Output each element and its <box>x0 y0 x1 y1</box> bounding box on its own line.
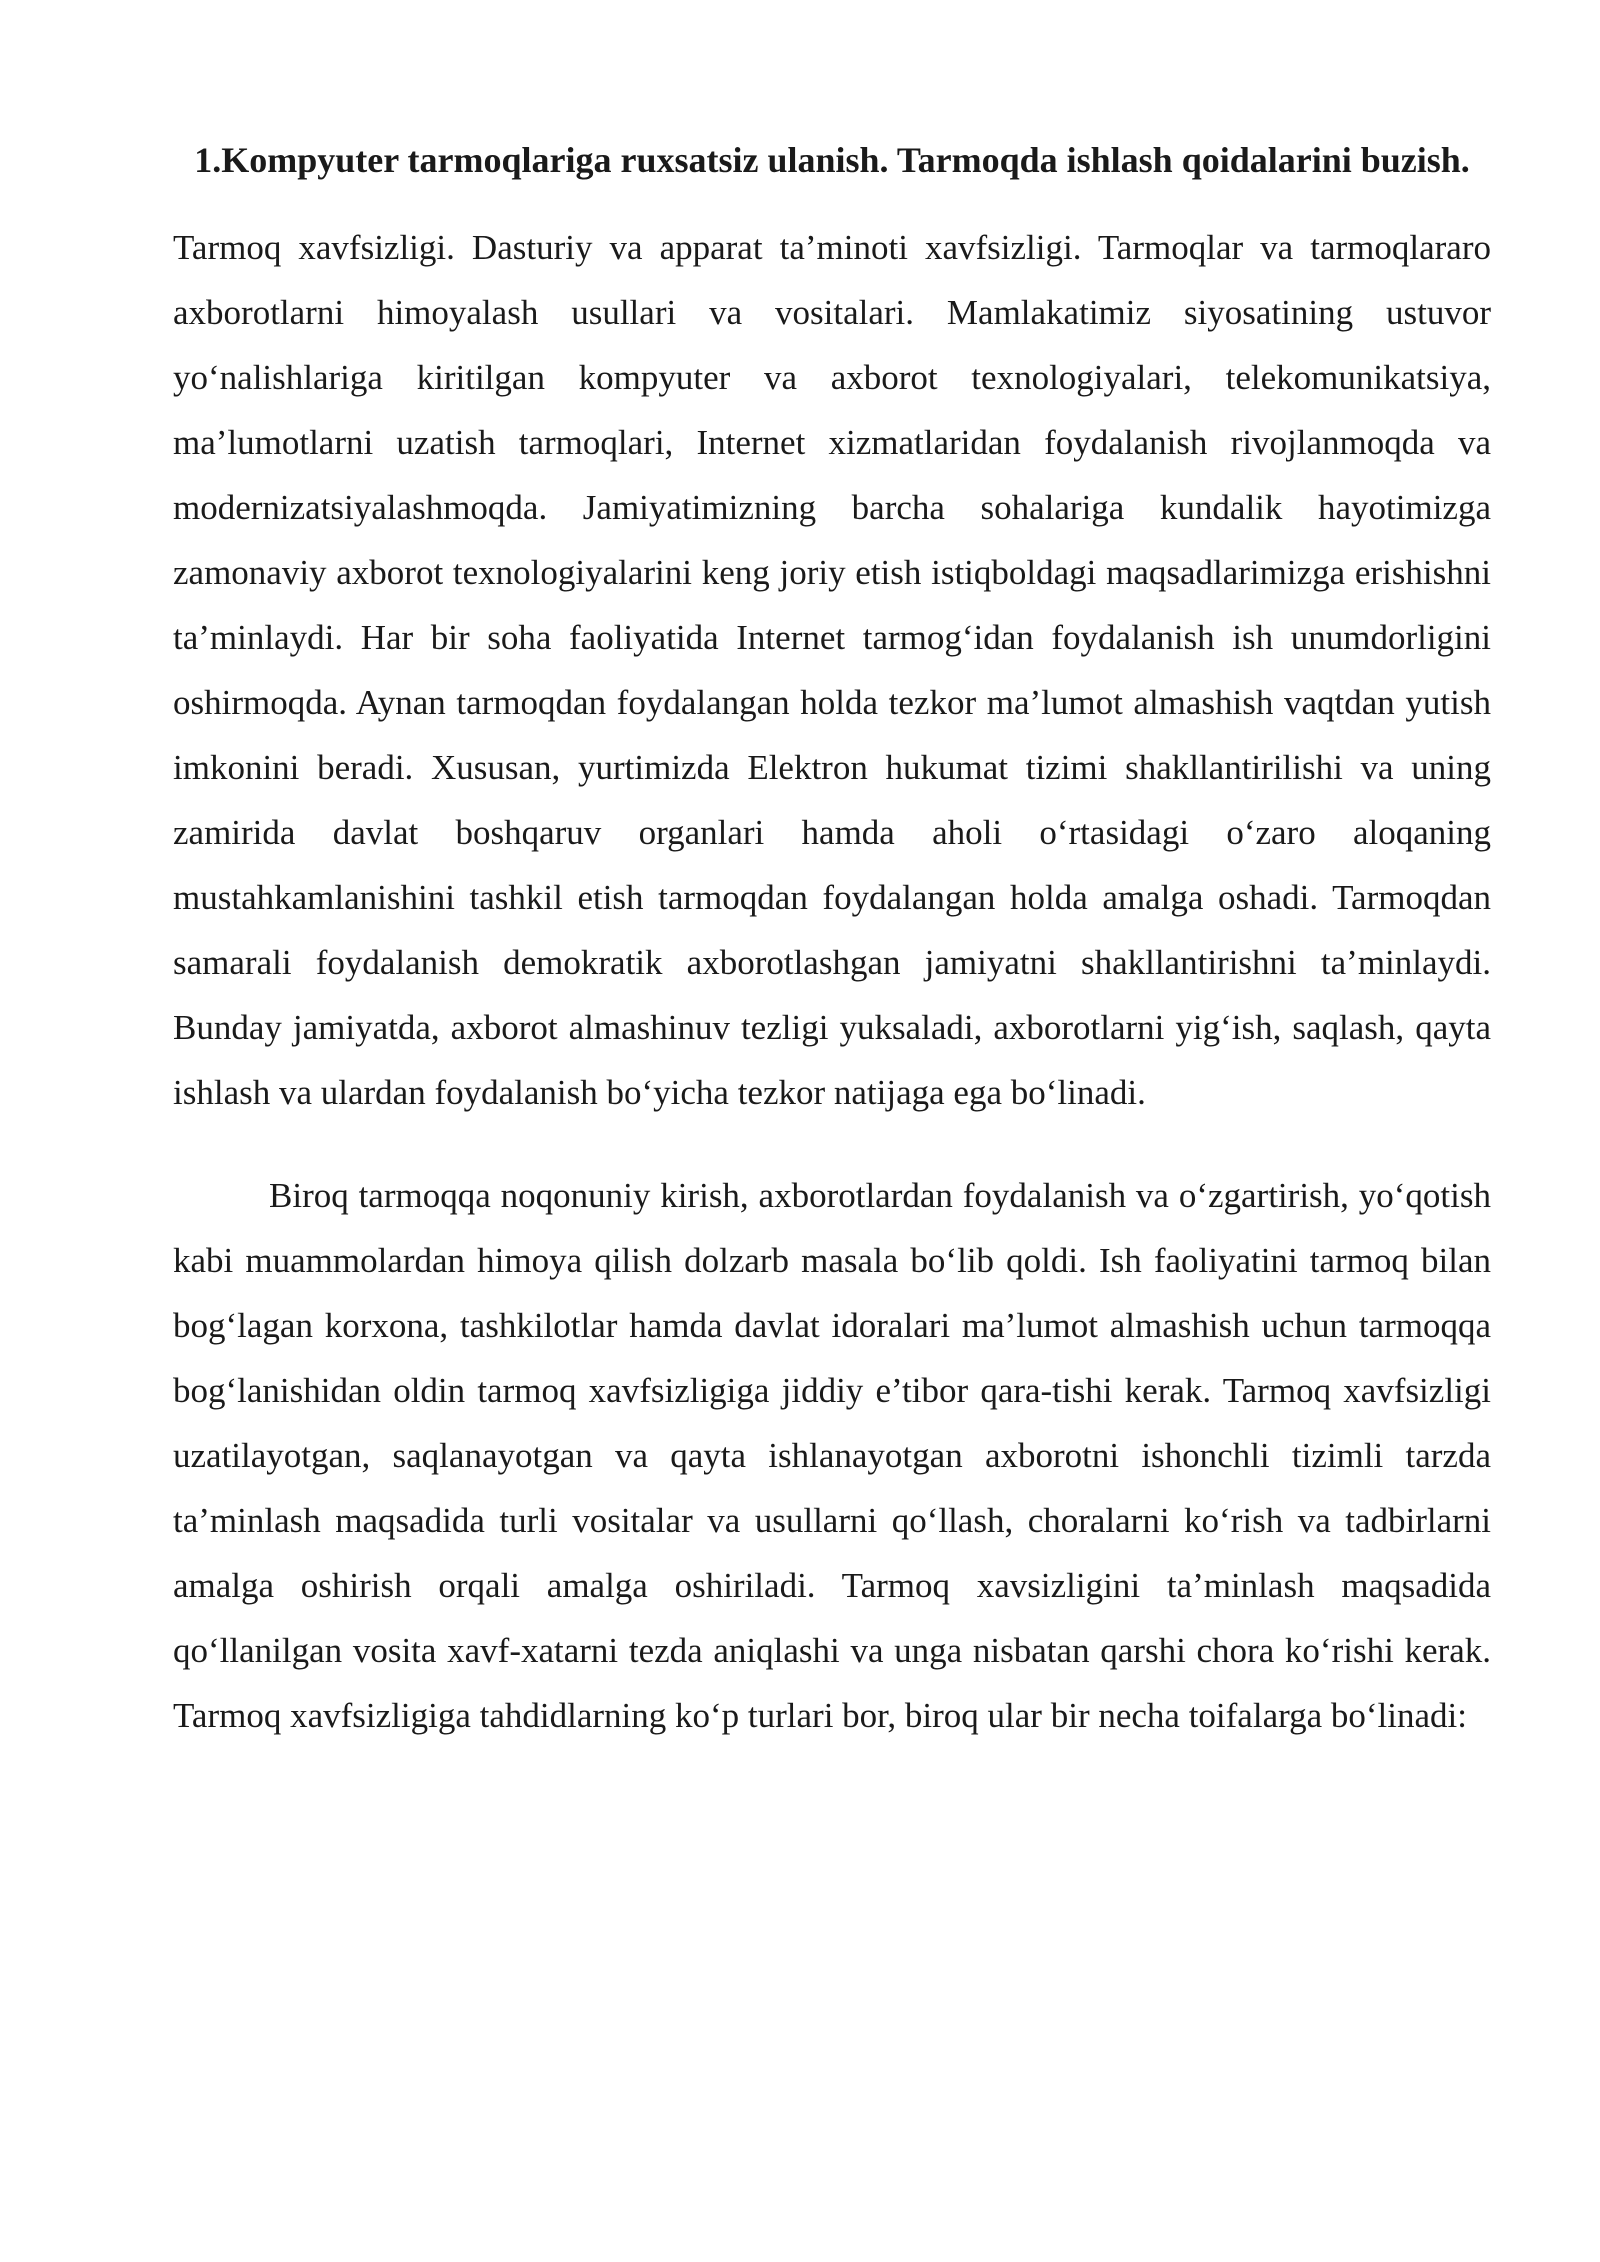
paragraph-network-security-intro: Tarmoq xavfsizligi. Dasturiy va apparat ta’minoti xavfsizligi. Tarmoqlar va tarmoqlararo axborotlarni himoyalash usullari va vositalari. Mamlakatimiz siyosatining ustuvor yo‘nalishlariga kiritilgan kompyuter va axborot texnologiyalari, telekomunikatsiya, ma’lumotlarni uzatish tarmoqlari, Internet xizmatlaridan foydalanish rivojlanmoqda va modernizatsiyalashmoqda. Jamiyatimizning barcha sohalariga kundalik hayotimizga zamonaviy axborot texnologiyalarini keng joriy etish istiqboldagi maqsadlarimizga erishishni ta’minlaydi. Har bir soha faoliyatida Internet tarmog‘idan foydalanish ish unumdorligini oshirmoqda. Aynan tarmoqdan foydalangan holda tezkor ma’lumot almashish vaqtdan yutish imkonini beradi. Xususan, yurtimizda Elektron hukumat tizimi shakllantirilishi va uning zamirida davlat boshqaruv organlari hamda aholi o‘rtasidagi o‘zaro aloqaning mustahkamlanishini tashkil etish tarmoqdan foydalangan holda amalga oshadi. Tarmoqdan samarali foydalanish demokratik axborotlashgan jamiyatni shakllantirishni ta’minlaydi. Bunday jamiyatda, axborot almashinuv tezligi yuksaladi, axborotlarni yig‘ish, saqlash, qayta ishlash va ulardan foydalanish bo‘yicha tezkor natijaga ega bo‘linadi. <box>173 228 1491 1112</box>
document-body <box>173 128 1491 1748</box>
document-title: 1.Kompyuter tarmoqlariga ruxsatsiz ulanish. Tarmoqda ishlash qoidalarini buzish. <box>194 140 1470 180</box>
paragraph-unauthorized-access: Biroq tarmoqqa noqonuniy kirish, axborotlardan foydalanish va o‘zgartirish, yo‘qotish kabi muammolardan himoya qilish dolzarb masala bo‘lib qoldi. Ish faoliyatini tarmoq bilan bog‘lagan korxona, tashkilotlar hamda davlat idoralari ma’lumot almashish uchun tarmoqqa bog‘lanishidan oldin tarmoq xavfsizligiga jiddiy e’tibor qara-tishi kerak. Tarmoq xavfsizligi uzatilayotgan, saqlanayotgan va qayta ishlanayotgan axborotni ishonchli tizimli tarzda ta’minlash maqsadida turli vositalar va usullarni qo‘llash, choralarni ko‘rish va tadbirlarni amalga oshirish orqali amalga oshiriladi. Tarmoq xavsizligini ta’minlash maqsadida qo‘llanilgan vosita xavf-xatarni tezda aniqlashi va unga nisbatan qarshi chora ko‘rishi kerak. Tarmoq xavfsizligiga tahdidlarning ko‘p turlari bor, biroq ular bir necha toifalarga bo‘linadi: <box>173 1176 1491 1735</box>
